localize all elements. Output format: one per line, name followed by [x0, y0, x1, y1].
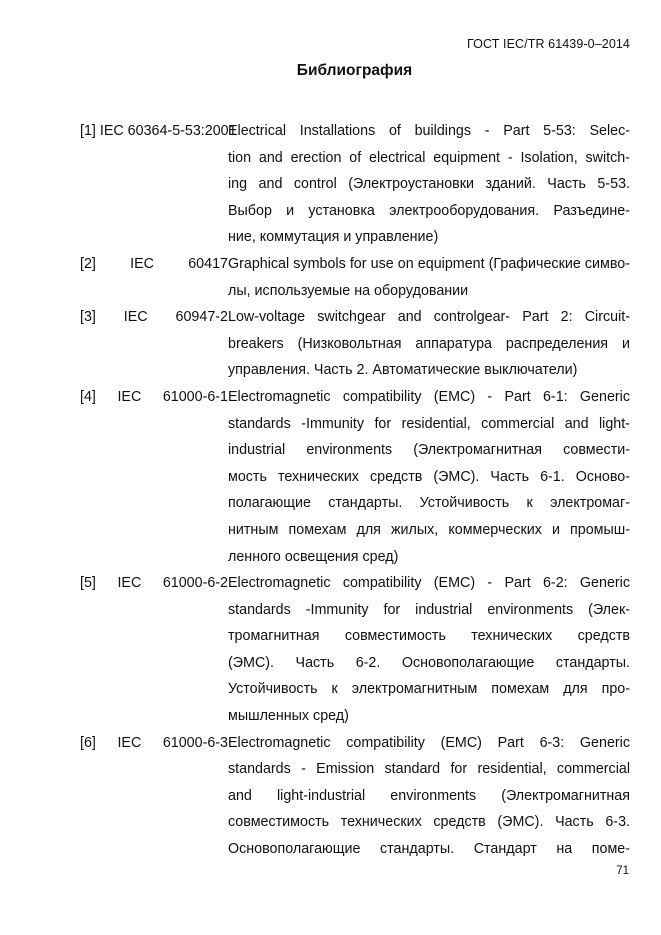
bibliography-entry	[80, 570, 630, 730]
entry-description	[228, 304, 630, 384]
bibliography-entry	[80, 251, 630, 304]
entry-text-line: and light-industrial environments (Электромагнитная	[228, 787, 630, 804]
entry-reference-label: [3] IEC 60947-2	[80, 309, 228, 326]
entry-text-line: ing and control (Электроустановки зданий. Часть 5-53.	[228, 176, 630, 193]
entry-reference-label: [4] IEC 61000-6-1	[80, 388, 228, 405]
entry-text-line: standards - Emission standard for residential, commercial	[228, 761, 630, 778]
entry-text-line: standards -Immunity for industrial environments (Элек-	[228, 601, 630, 618]
bibliography-entry	[80, 730, 630, 863]
entry-text-line: Устойчивость к электромагнитным помехам для про-	[228, 681, 630, 698]
entry-text-line: industrial environments (Электромагнитная совмести-	[228, 442, 630, 459]
entry-text-line: breakers (Низковольтная аппаратура распределения и	[228, 335, 630, 352]
entry-text-line: tion and erection of electrical equipment - Isolation, switch-	[228, 149, 630, 166]
entry-text-line: управления. Часть 2. Автоматические выключатели)	[228, 362, 578, 379]
entry-text-line: Low-voltage switchgear and controlgear- Part 2: Circuit-	[228, 309, 630, 326]
entry-text-line: Выбор и установка электрооборудования. Разъедине-	[228, 202, 630, 219]
entry-text-line: Electrical Installations of buildings - Part 5-53: Selec-	[228, 123, 630, 139]
entry-text-line: мышленных сред)	[228, 708, 349, 725]
entry-reference-label: [2] IEC 60417	[80, 255, 228, 272]
bibliography-entry	[80, 384, 630, 570]
entry-text-line: Основополагающие стандарты. Стандарт на поме-	[228, 841, 630, 858]
entry-description	[228, 730, 630, 863]
entry-reference-label: [1] IEC 60364-5-53:2001	[80, 123, 237, 139]
bibliography-list	[80, 118, 630, 863]
entry-reference-label: [6] IEC 61000-6-3	[80, 734, 228, 751]
page-number: 71	[616, 865, 629, 877]
entry-reference-label: [5] IEC 61000-6-2	[80, 575, 228, 592]
entry-text-line: ленного освещения сред)	[228, 548, 399, 565]
entry-description	[228, 384, 630, 570]
entry-text-line: мость технических средств (ЭМС). Часть 6-1. Осново-	[228, 468, 630, 485]
bibliography-entry	[80, 118, 630, 251]
page-title: Библиография	[296, 62, 413, 79]
entry-text-line: (ЭМС). Часть 6-2. Основополагающие стандарты.	[228, 654, 630, 671]
entry-description	[228, 251, 630, 304]
entry-text-line: совместимость технических средств (ЭМС). Часть 6-3.	[228, 814, 630, 831]
entry-text-line: ние, коммутация и управление)	[228, 229, 439, 246]
entry-description	[228, 570, 630, 730]
entry-text-line: Electromagnetic compatibility (EMC) Part 6-3: Generic	[228, 734, 630, 751]
entry-text-line: тромагнитная совместимость технических средств	[228, 628, 630, 645]
entry-text-line: standards -Immunity for residential, commercial and light-	[228, 415, 630, 432]
entry-description	[228, 118, 630, 251]
entry-text-line: Electromagnetic compatibility (EMC) - Part 6-2: Generic	[228, 575, 630, 592]
entry-text-line: лы, используемые на оборудовании	[228, 282, 469, 299]
entry-text-line: нитным помехам для жилых, коммерческих и промыш-	[228, 521, 630, 538]
entry-text-line: полагающие стандарты. Устойчивость к электромаг-	[228, 495, 630, 512]
standard-code-header: ГОСТ IEC/TR 61439-0–2014	[467, 37, 630, 51]
entry-text-line: Electromagnetic compatibility (EMC) - Part 6-1: Generic	[228, 388, 630, 405]
bibliography-entry	[80, 304, 630, 384]
entry-text-line: Graphical symbols for use on equipment (Графические симво-	[228, 255, 630, 272]
